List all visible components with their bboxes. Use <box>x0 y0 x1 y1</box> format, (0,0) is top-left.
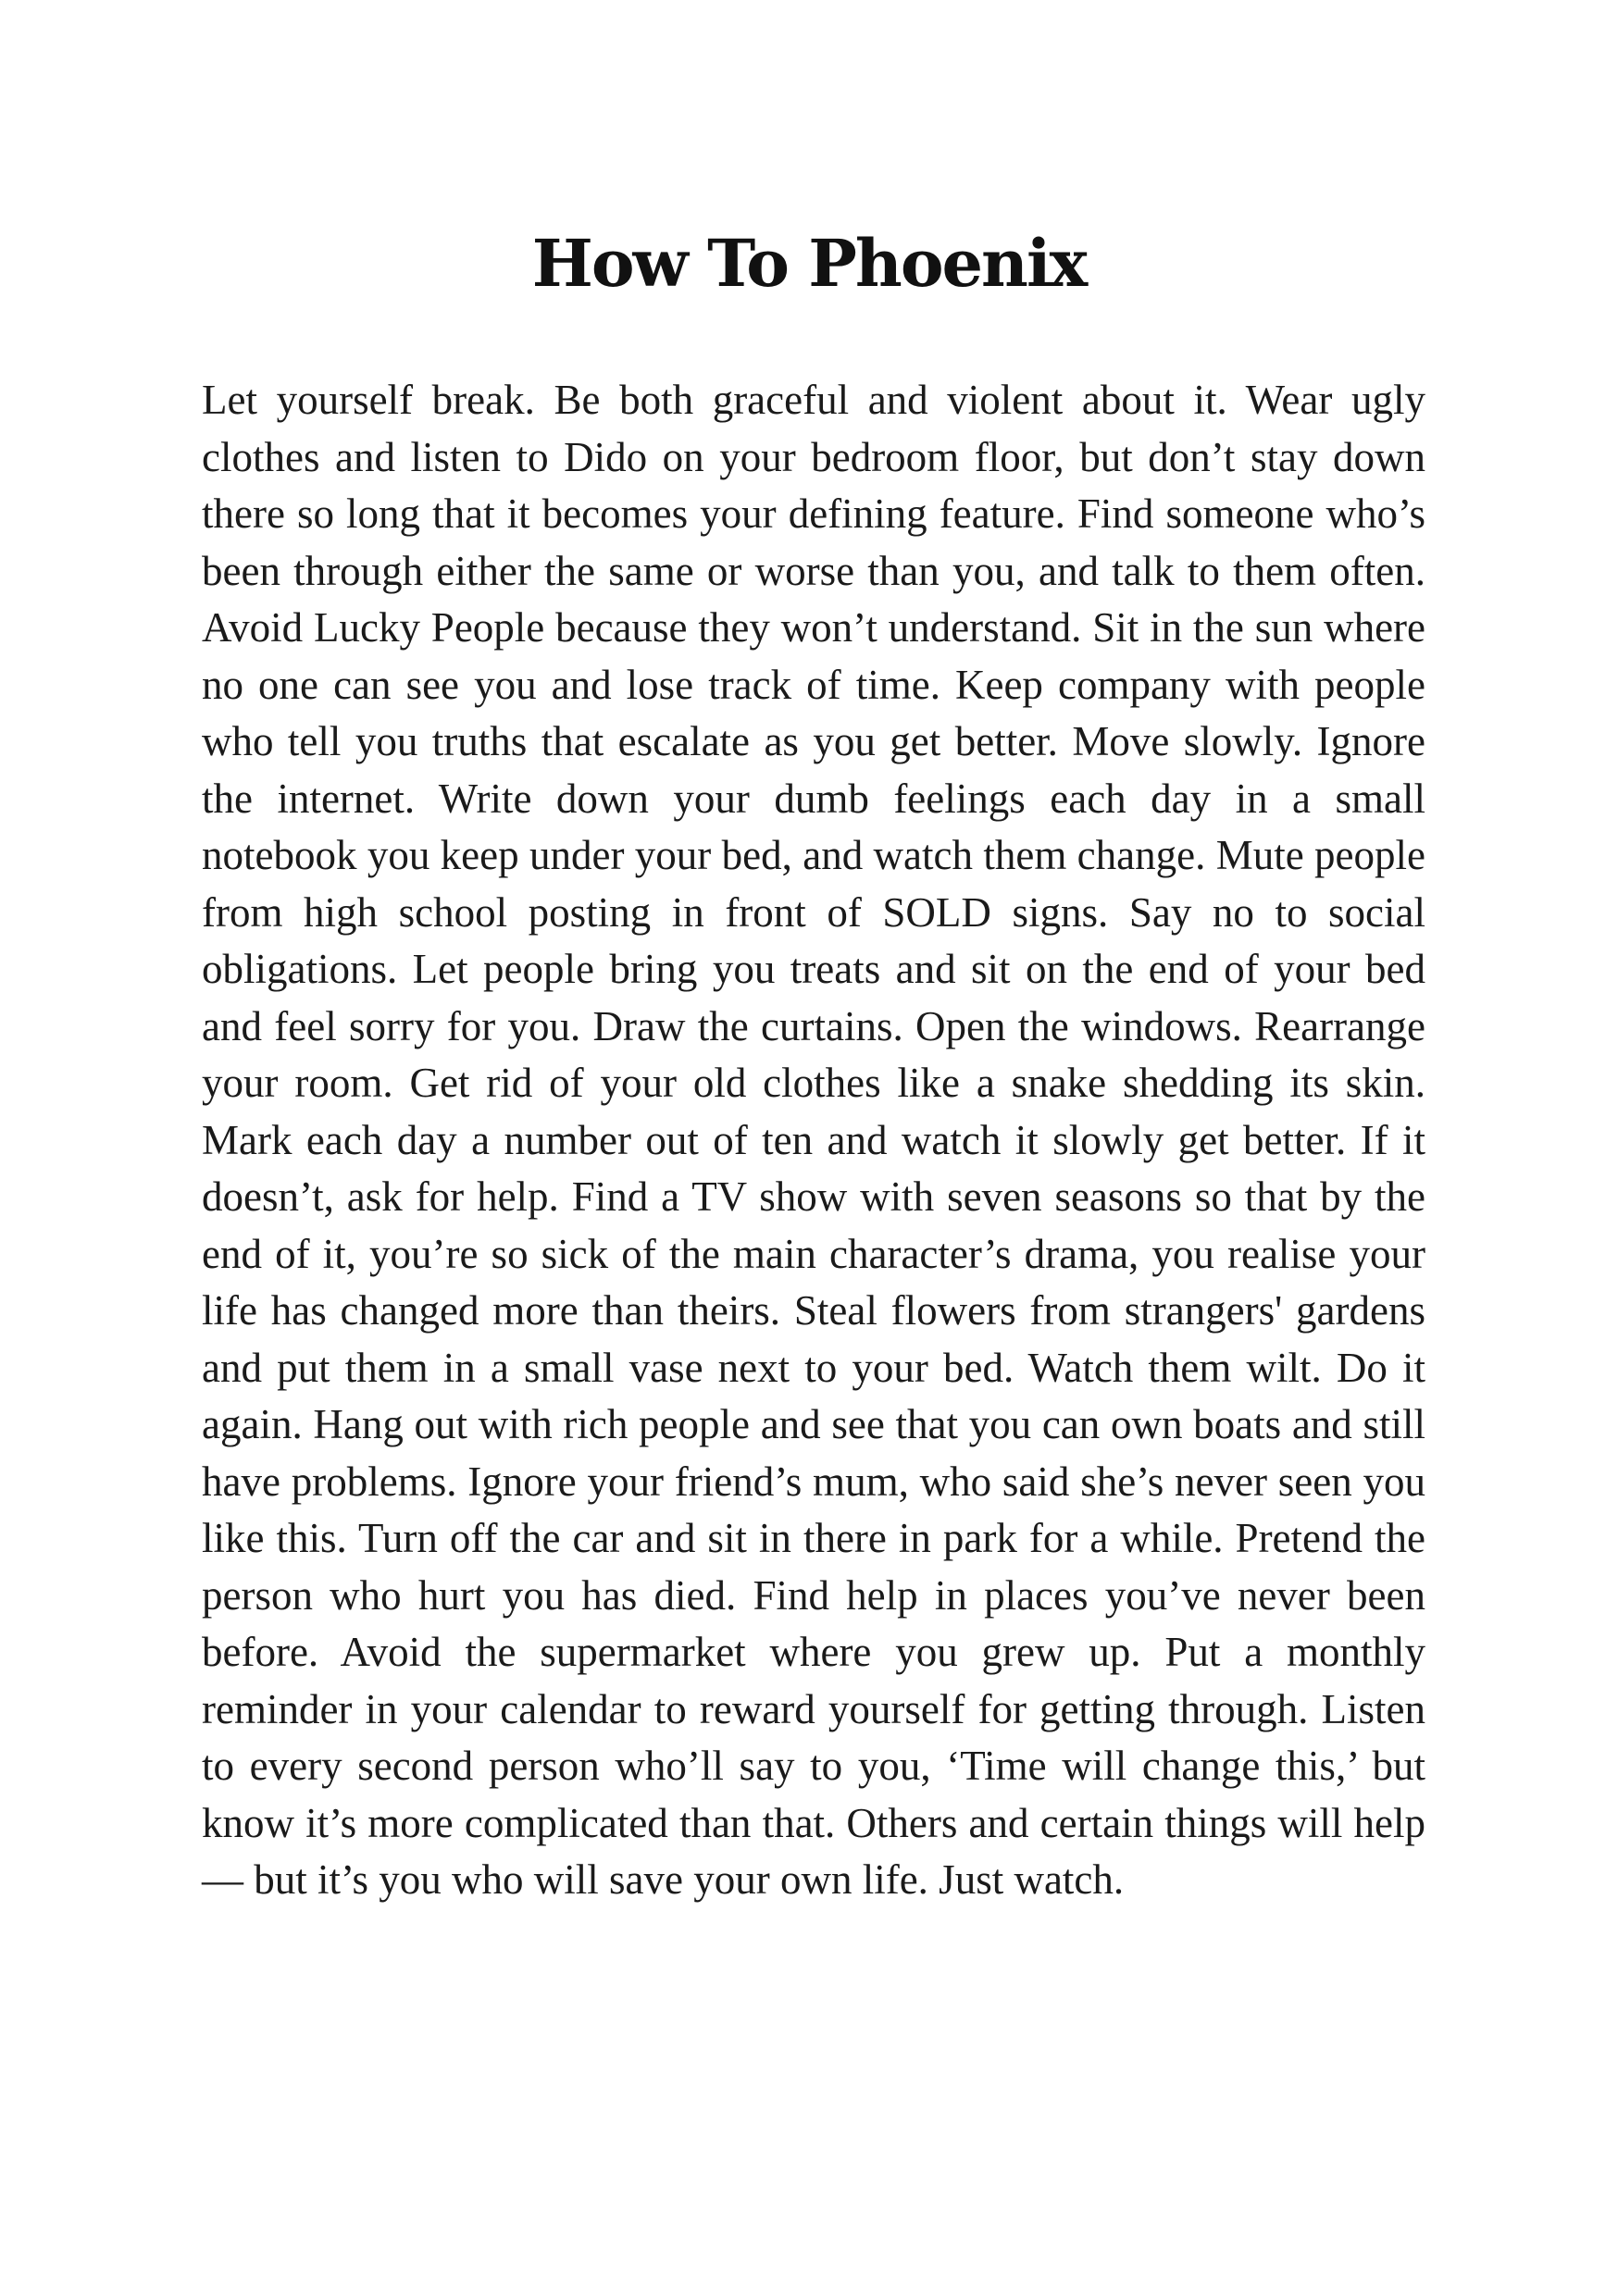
page-title: How To Phoenix <box>531 225 1087 302</box>
body-paragraph: Let yourself break. Be both graceful and violent about it. Wear ugly clothes and listen to Dido on your bedroom floor, but don’t stay down there so long that it becomes your defining feature. Find someone who’s been through either the same or worse than you, and talk to them often. Avoid Lucky People because they won’t understand. Sit in the sun where no one can see you and lose track of time. Keep company with people who tell you truths that escalate as you get better. Move slowly. Ignore the internet. Write down your dumb feelings each day in a small notebook you keep under your bed, and watch them change. Mute people from high school posting in front of SOLD signs. Say no to social obligations. Let people bring you treats and sit on the end of your bed and feel sorry for you. Draw the curtains. Open the windows. Rearrange your room. Get rid of your old clothes like a snake shedding its skin. Mark each day a number out of ten and watch it slowly get better. If it doesn’t, ask for help. Find a TV show with seven seasons so that by the end of it, you’re so sick of the main character’s drama, you realise your life has changed more than theirs. Steal flowers from strangers' gardens and put them in a small vase next to your bed. Watch them wilt. Do it again. Hang out with rich people and see that you can own boats and still have problems. Ignore your friend’s mum, who said she’s never seen you like this. Turn off the car and sit in there in park for a while. Pretend the person who hurt you has died. Find help in places you’ve never been before. Avoid the supermarket where you grew up. Put a monthly reminder in your calendar to reward yourself for getting through. Listen to every second person who’ll say to you, ‘Time will change this,’ but know it’s more complicated than that. Others and certain things will help — but it’s you who will save your own life. Just watch. <box>202 377 1425 1903</box>
